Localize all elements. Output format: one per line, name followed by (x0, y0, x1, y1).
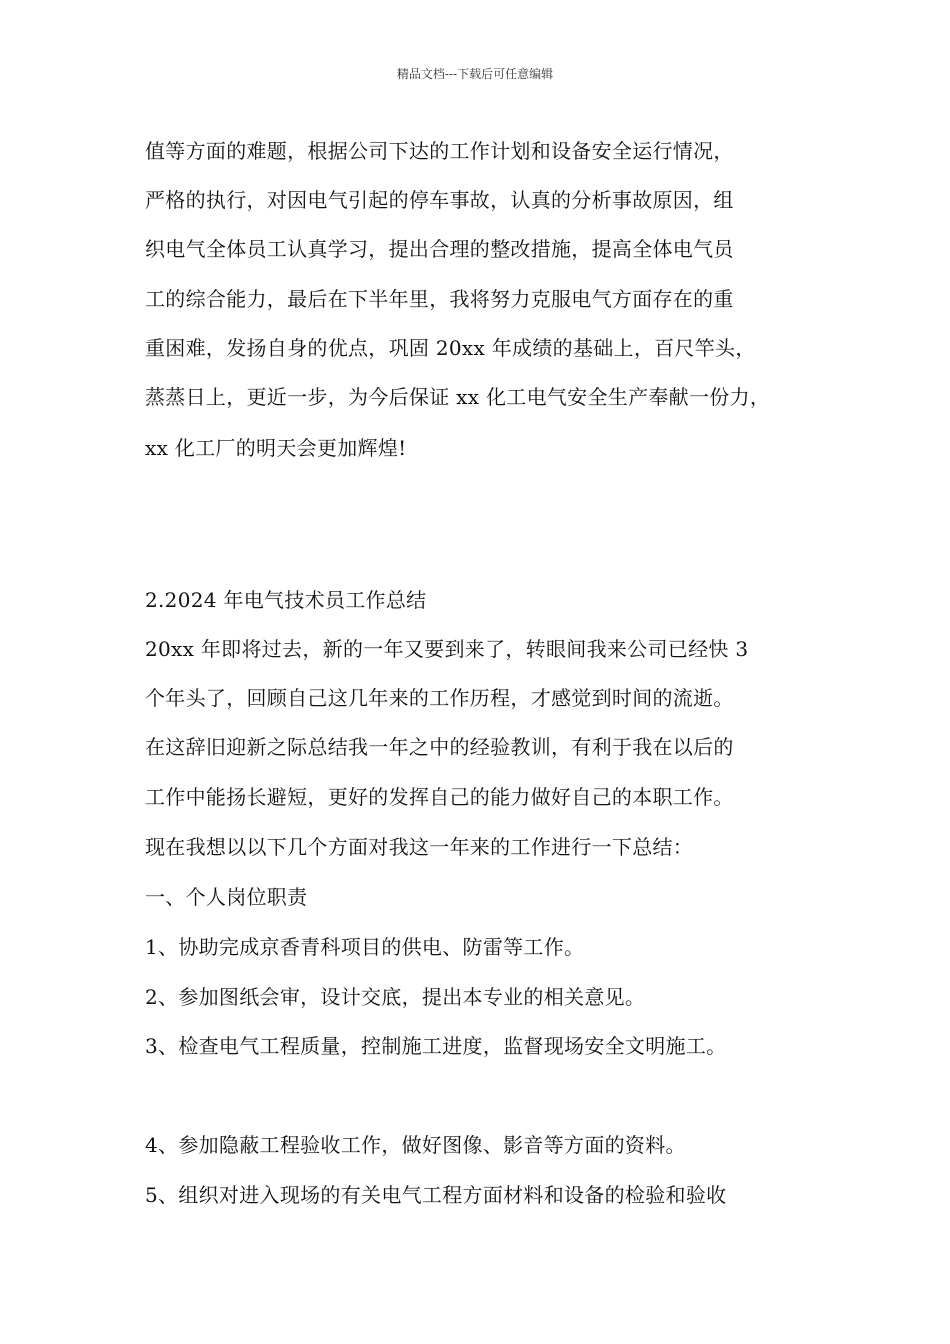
section-title: 2.2024 年电气技术员工作总结 (145, 588, 427, 612)
text-line: xx 化工厂的明天会更加辉煌! (145, 436, 407, 460)
text-line: 值等方面的难题，根据公司下达的工作计划和设备安全运行情况， (145, 139, 734, 163)
page-header: 精品文档---下载后可任意编辑 (396, 67, 554, 81)
list-item: 5、组织对进入现场的有关电气工程方面材料和设备的检验和验收 (145, 1183, 727, 1207)
text-line: 蒸蒸日上，更近一步，为今后保证 xx 化工电气安全生产奉献一份力， (145, 385, 771, 409)
text-line: 严格的执行，对因电气引起的停车事故，认真的分析事故原因，组 (145, 188, 734, 212)
text-line: 工作中能扬长避短，更好的发挥自己的能力做好自己的本职工作。 (145, 785, 734, 809)
list-item: 1、协助完成京香青科项目的供电、防雷等工作。 (145, 935, 585, 959)
text-line: 工的综合能力，最后在下半年里，我将努力克服电气方面存在的重 (145, 287, 734, 311)
list-item: 3、检查电气工程质量，控制施工进度，监督现场安全文明施工。 (145, 1034, 727, 1058)
text-line: 现在我想以以下几个方面对我这一年来的工作进行一下总结： (145, 835, 694, 859)
text-line: 重困难，发扬自身的优点，巩固 20xx 年成绩的基础上，百尺竿头， (145, 336, 756, 360)
text-line: 在这辞旧迎新之际总结我一年之中的经验教训，有利于我在以后的 (145, 735, 734, 759)
text-line: 织电气全体员工认真学习，提出合理的整改措施，提高全体电气员 (145, 237, 734, 261)
subheading: 一、个人岗位职责 (145, 885, 308, 909)
text-line: 个年头了，回顾自己这几年来的工作历程，才感觉到时间的流逝。 (145, 686, 734, 710)
text-line: 20xx 年即将过去，新的一年又要到来了，转眼间我来公司已经快 3 (145, 637, 749, 661)
list-item: 2、参加图纸会审，设计交底，提出本专业的相关意见。 (145, 985, 646, 1009)
list-item: 4、参加隐蔽工程验收工作，做好图像、影音等方面的资料。 (145, 1133, 686, 1157)
